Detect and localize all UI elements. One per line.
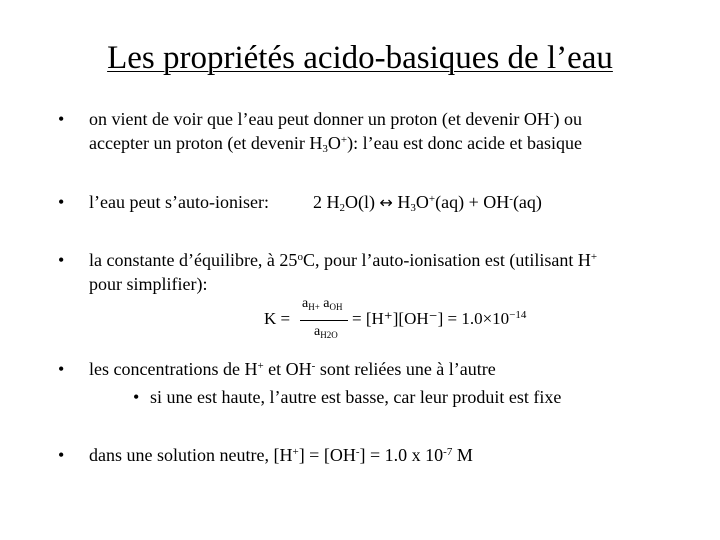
- slide-title: Les propriétés acido-basiques de l’eau: [107, 40, 613, 76]
- activity-fraction: [300, 294, 348, 348]
- bullet-2-marker: •: [58, 192, 65, 212]
- equilibrium-constant-formula: [264, 294, 574, 348]
- bullet-2-label: l’eau peut s’auto-ioniser:: [89, 192, 269, 212]
- k-symbol: K =: [264, 309, 291, 328]
- bullet-1-line-2: accepter un proton (et devenir $H_3O^+$): l’eau est donc acide et basique: [89, 133, 583, 155]
- bullet-3-line-1: la constante d’équilibre, à 25$^o$C, pour l’auto-ionisation est (utilisant H+: [89, 250, 598, 270]
- bullet-5-marker: •: [58, 445, 65, 465]
- fraction-bar: [300, 320, 348, 321]
- fraction-denominator: $a_{H2O}$: [314, 324, 338, 340]
- auto-ionisation-equation: 2 $H_2O(l)$ ↔ $H_3O^+(aq) + OH^-(aq)$: [313, 192, 542, 214]
- ion-product-value: = $[H^+][OH^-] = 1.0\times 10^{-14}$: [352, 309, 527, 328]
- fraction-numerator: $a_{H+}$ $a_{OH}$: [302, 296, 343, 312]
- bullet-4-line-1: les concentrations de H+ et OH- sont reliées une à l’autre: [89, 359, 496, 379]
- bullet-3-line-2: pour simplifier):: [89, 274, 208, 294]
- bullet-1-line-1: on vient de voir que l’eau peut donner un proton (et devenir OH-) ou: [89, 109, 583, 129]
- double-arrow-icon: ↔: [379, 193, 393, 212]
- bullet-5-text: dans une solution neutre, [H+] = [OH-] = 1.0 x $10^{-7}$ M: [89, 445, 473, 465]
- sub-bullet-marker: •: [133, 387, 140, 407]
- bullet-3-marker: •: [58, 250, 65, 270]
- bullet-1-marker: •: [58, 109, 65, 129]
- sub-bullet-text: si une est haute, l’autre est basse, car leur produit est fixe: [150, 387, 562, 407]
- bullet-4-marker: •: [58, 359, 65, 379]
